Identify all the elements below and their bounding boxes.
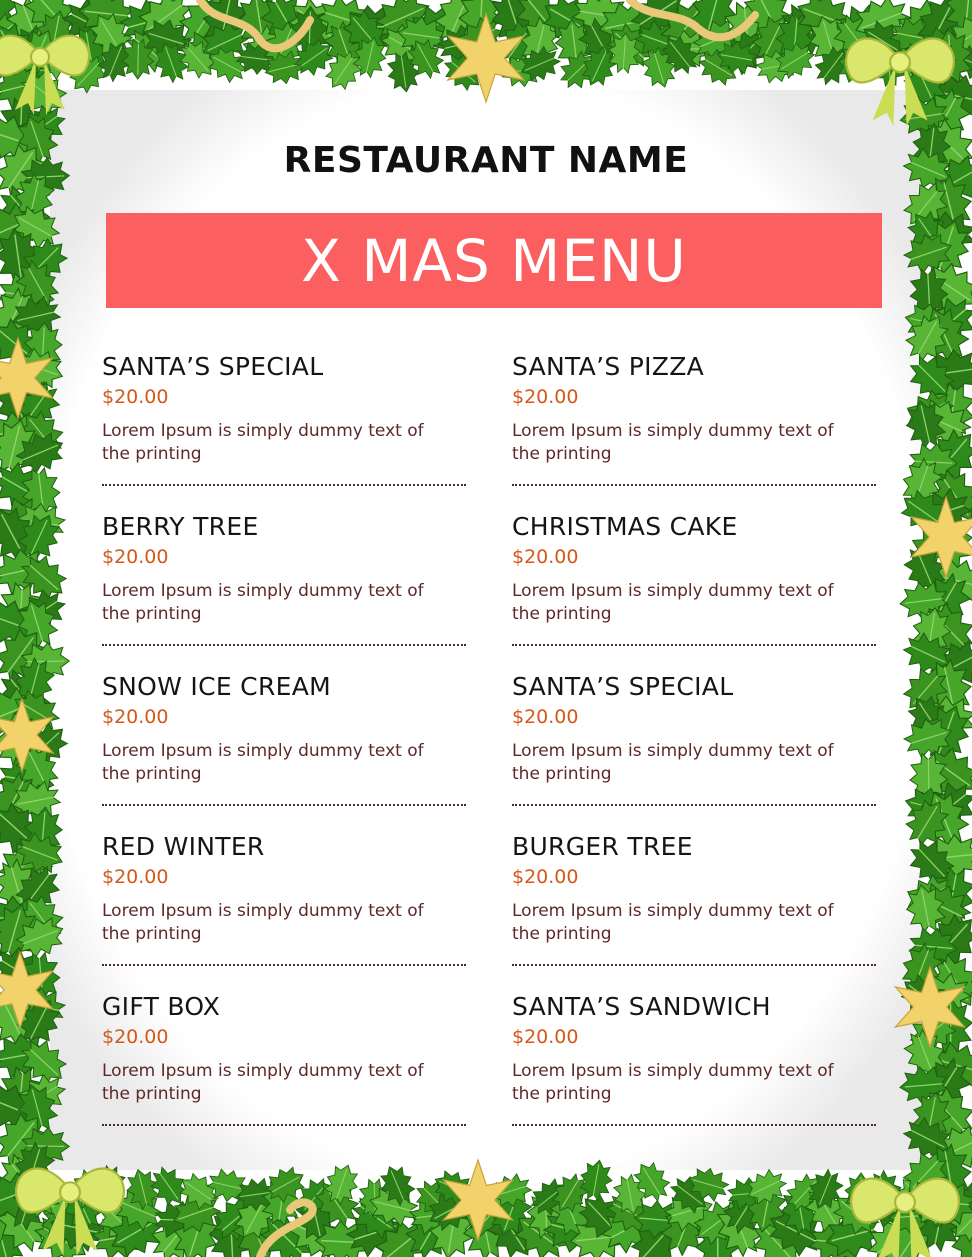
item-description: Lorem Ipsum is simply dummy text of the printing bbox=[512, 581, 834, 624]
dotted-divider bbox=[512, 1124, 876, 1126]
dotted-divider bbox=[512, 644, 876, 646]
item-description: Lorem Ipsum is simply dummy text of the printing bbox=[102, 741, 424, 784]
menu-item bbox=[512, 832, 876, 966]
item-name: BERRY TREE bbox=[102, 512, 259, 541]
item-description: Lorem Ipsum is simply dummy text of the printing bbox=[512, 741, 834, 784]
item-price: $20.00 bbox=[512, 386, 579, 408]
dotted-divider bbox=[512, 804, 876, 806]
item-name: BURGER TREE bbox=[512, 832, 693, 861]
item-price: $20.00 bbox=[512, 1026, 579, 1048]
item-price: $20.00 bbox=[512, 866, 579, 888]
menu-title: X MAS MENU bbox=[301, 226, 687, 295]
menu-item bbox=[512, 352, 876, 486]
item-name: SNOW ICE CREAM bbox=[102, 672, 331, 701]
menu-item bbox=[102, 352, 466, 486]
dotted-divider bbox=[512, 484, 876, 486]
dotted-divider bbox=[102, 1124, 466, 1126]
item-description: Lorem Ipsum is simply dummy text of the printing bbox=[512, 1061, 834, 1104]
item-name: GIFT BOX bbox=[102, 992, 221, 1021]
item-price: $20.00 bbox=[512, 706, 579, 728]
menu-item bbox=[512, 512, 876, 646]
item-description: Lorem Ipsum is simply dummy text of the printing bbox=[102, 901, 424, 944]
dotted-divider bbox=[102, 804, 466, 806]
item-name: RED WINTER bbox=[102, 832, 265, 861]
item-price: $20.00 bbox=[102, 546, 169, 568]
item-description: Lorem Ipsum is simply dummy text of the printing bbox=[102, 581, 424, 624]
item-price: $20.00 bbox=[512, 546, 579, 568]
item-description: Lorem Ipsum is simply dummy text of the printing bbox=[102, 421, 424, 464]
item-description: Lorem Ipsum is simply dummy text of the printing bbox=[512, 901, 834, 944]
item-price: $20.00 bbox=[102, 1026, 169, 1048]
item-name: SANTA’S SPECIAL bbox=[102, 352, 324, 381]
item-name: SANTA’S PIZZA bbox=[512, 352, 705, 381]
item-price: $20.00 bbox=[102, 866, 169, 888]
item-price: $20.00 bbox=[102, 386, 169, 408]
menu-title-banner bbox=[106, 213, 882, 308]
menu-item bbox=[102, 672, 466, 806]
item-description: Lorem Ipsum is simply dummy text of the printing bbox=[102, 1061, 424, 1104]
item-name: SANTA’S SPECIAL bbox=[512, 672, 734, 701]
menu-item bbox=[512, 992, 876, 1126]
menu-item bbox=[102, 832, 466, 966]
dotted-divider bbox=[102, 644, 466, 646]
item-name: CHRISTMAS CAKE bbox=[512, 512, 738, 541]
item-description: Lorem Ipsum is simply dummy text of the printing bbox=[512, 421, 834, 464]
dotted-divider bbox=[512, 964, 876, 966]
item-price: $20.00 bbox=[102, 706, 169, 728]
menu-item bbox=[102, 512, 466, 646]
dotted-divider bbox=[102, 484, 466, 486]
dotted-divider bbox=[102, 964, 466, 966]
menu-item bbox=[102, 992, 466, 1126]
item-name: SANTA’S SANDWICH bbox=[512, 992, 771, 1021]
menu-item bbox=[512, 672, 876, 806]
restaurant-name: RESTAURANT NAME bbox=[283, 140, 689, 181]
